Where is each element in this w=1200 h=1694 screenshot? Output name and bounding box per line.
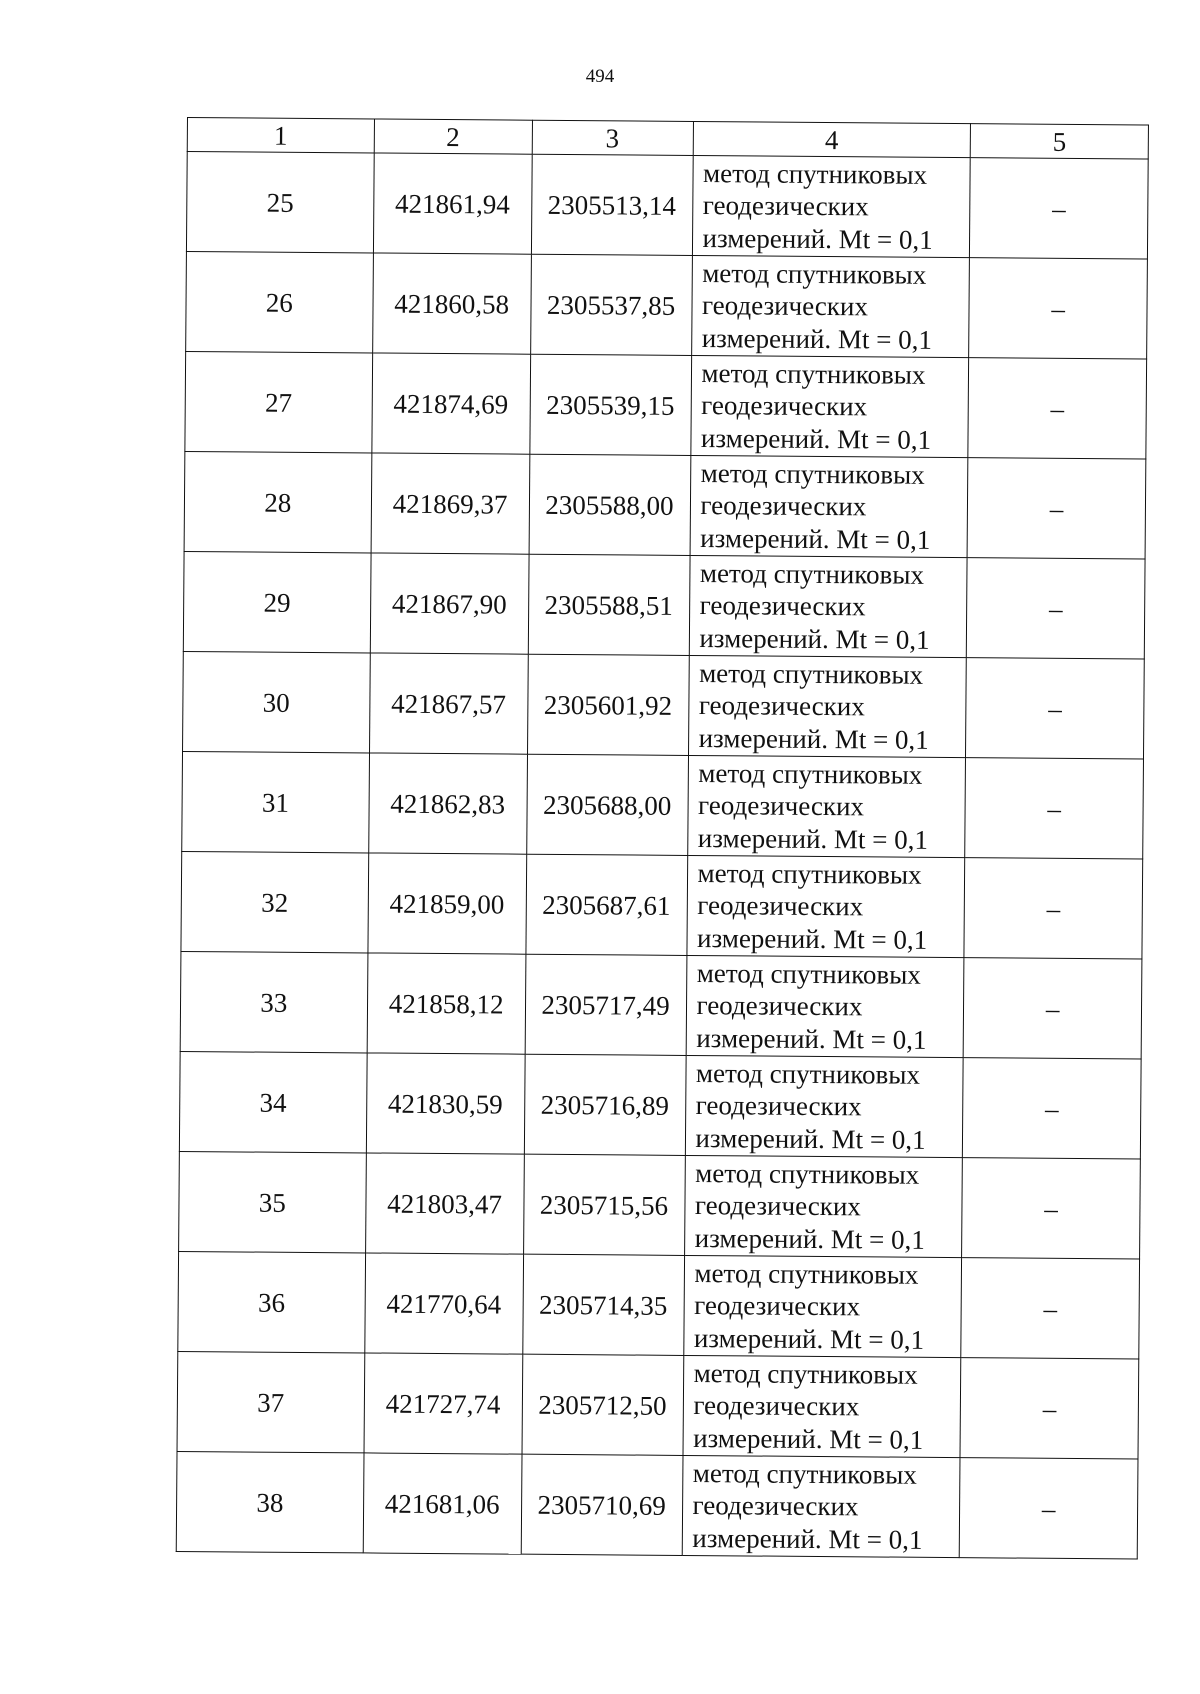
y-coordinate-cell: 2305688,00 bbox=[526, 754, 688, 855]
method-line: измерений. Mt = 0,1 bbox=[701, 322, 933, 355]
method-line: геодезических bbox=[694, 1290, 861, 1322]
page-number: 494 bbox=[585, 66, 615, 87]
y-coordinate-cell: 2305714,35 bbox=[522, 1254, 684, 1355]
y-coordinate-cell: 2305537,85 bbox=[530, 254, 692, 355]
table-row bbox=[176, 1451, 1138, 1559]
note-cell: – bbox=[963, 1058, 1141, 1159]
point-number-cell: 38 bbox=[176, 1451, 363, 1552]
x-coordinate-cell: 421867,90 bbox=[370, 553, 529, 654]
method-cell bbox=[686, 955, 965, 1057]
method-line: геодезических bbox=[692, 1490, 859, 1522]
method-line: геодезических bbox=[694, 1190, 861, 1222]
method-line: метод спутниковых bbox=[694, 1257, 919, 1290]
method-line: геодезических bbox=[701, 390, 868, 422]
point-number-cell: 34 bbox=[179, 1051, 366, 1152]
header-col-3: 3 bbox=[532, 120, 693, 155]
method-line: геодезических bbox=[698, 690, 865, 722]
method-line: измерений. Mt = 0,1 bbox=[694, 1222, 925, 1255]
method-cell bbox=[682, 1455, 961, 1557]
method-line: метод спутниковых bbox=[693, 1357, 918, 1390]
x-coordinate-cell: 421858,12 bbox=[367, 953, 526, 1054]
note-cell: – bbox=[963, 958, 1141, 1059]
method-cell bbox=[683, 1355, 962, 1457]
point-number-cell: 33 bbox=[180, 951, 367, 1052]
method-line: измерений. Mt = 0,1 bbox=[692, 1522, 923, 1555]
method-line: геодезических bbox=[697, 790, 865, 822]
method-cell bbox=[690, 455, 969, 557]
note-cell: – bbox=[966, 658, 1144, 759]
method-line: метод спутниковых bbox=[697, 857, 922, 890]
x-coordinate-cell: 421861,94 bbox=[373, 153, 532, 254]
method-line: измерений. Mt = 0,1 bbox=[697, 822, 929, 855]
table-row bbox=[183, 651, 1145, 759]
method-line: геодезических bbox=[696, 990, 863, 1022]
table-row bbox=[179, 1151, 1141, 1259]
point-number-cell: 25 bbox=[186, 152, 373, 253]
method-line: измерений. Mt = 0,1 bbox=[693, 1422, 924, 1455]
x-coordinate-cell: 421862,83 bbox=[368, 753, 527, 854]
x-coordinate-cell: 421803,47 bbox=[365, 1153, 524, 1254]
coordinates-table bbox=[176, 117, 1149, 1560]
point-number-cell: 32 bbox=[181, 851, 368, 952]
method-line: измерений. Mt = 0,1 bbox=[700, 422, 932, 455]
table-row bbox=[179, 1051, 1141, 1159]
x-coordinate-cell: 421727,74 bbox=[364, 1353, 523, 1454]
method-line: метод спутниковых bbox=[701, 357, 926, 390]
table-row bbox=[186, 251, 1148, 359]
point-number-cell: 30 bbox=[183, 651, 370, 752]
table-row bbox=[178, 1251, 1140, 1359]
y-coordinate-cell: 2305687,61 bbox=[526, 854, 688, 955]
x-coordinate-cell: 421867,57 bbox=[369, 653, 528, 754]
method-cell bbox=[691, 255, 970, 357]
method-cell bbox=[692, 155, 971, 257]
header-col-5: 5 bbox=[970, 124, 1148, 159]
method-cell bbox=[684, 1155, 963, 1257]
note-cell: – bbox=[964, 858, 1142, 959]
y-coordinate-cell: 2305513,14 bbox=[531, 154, 693, 255]
method-cell bbox=[689, 555, 968, 657]
point-number-cell: 31 bbox=[182, 751, 369, 852]
note-cell: – bbox=[970, 158, 1148, 259]
table-body bbox=[176, 152, 1148, 1560]
table-row bbox=[182, 751, 1144, 859]
method-line: метод спутниковых bbox=[696, 957, 921, 990]
y-coordinate-cell: 2305588,51 bbox=[528, 554, 690, 655]
table-row bbox=[186, 152, 1148, 260]
method-line: измерений. Mt = 0,1 bbox=[696, 1022, 927, 1055]
x-coordinate-cell: 421770,64 bbox=[364, 1253, 523, 1354]
point-number-cell: 37 bbox=[177, 1351, 364, 1452]
table-row bbox=[180, 951, 1142, 1059]
note-cell: – bbox=[959, 1458, 1137, 1559]
table-row bbox=[181, 851, 1143, 959]
method-line: метод спутниковых bbox=[699, 657, 924, 690]
method-line: геодезических bbox=[701, 290, 869, 322]
point-number-cell: 36 bbox=[178, 1251, 365, 1352]
method-cell bbox=[688, 655, 967, 757]
y-coordinate-cell: 2305716,89 bbox=[524, 1054, 686, 1155]
method-line: измерений. Mt = 0,1 bbox=[695, 1122, 926, 1155]
x-coordinate-cell: 421874,69 bbox=[372, 353, 531, 454]
method-line: метод спутниковых bbox=[692, 1457, 917, 1490]
header-col-4: 4 bbox=[693, 121, 971, 157]
method-line: метод спутниковых bbox=[699, 557, 925, 590]
x-coordinate-cell: 421860,58 bbox=[372, 253, 531, 354]
header-col-1: 1 bbox=[187, 118, 374, 153]
y-coordinate-cell: 2305539,15 bbox=[529, 354, 691, 455]
point-number-cell: 27 bbox=[185, 351, 372, 452]
table-row bbox=[184, 451, 1146, 559]
method-line: метод спутниковых bbox=[700, 457, 925, 490]
method-cell bbox=[686, 855, 965, 957]
method-line: измерений. Mt = 0,1 bbox=[698, 722, 929, 755]
table-row bbox=[177, 1351, 1139, 1459]
y-coordinate-cell: 2305712,50 bbox=[522, 1354, 684, 1455]
y-coordinate-cell: 2305717,49 bbox=[525, 954, 687, 1055]
note-cell: – bbox=[967, 458, 1145, 559]
point-number-cell: 35 bbox=[179, 1151, 366, 1252]
note-cell: – bbox=[960, 1358, 1138, 1459]
method-line: метод спутниковых bbox=[695, 1157, 920, 1190]
method-line: измерений. Mt = 0,1 bbox=[702, 222, 933, 255]
x-coordinate-cell: 421681,06 bbox=[363, 1453, 522, 1554]
method-cell bbox=[685, 1055, 964, 1157]
method-line: геодезических bbox=[702, 190, 869, 222]
method-line: геодезических bbox=[695, 1090, 862, 1122]
method-cell bbox=[690, 355, 969, 457]
method-line: метод спутниковых bbox=[695, 1057, 921, 1090]
method-line: измерений. Mt = 0,1 bbox=[699, 622, 930, 655]
point-number-cell: 26 bbox=[186, 251, 373, 352]
note-cell: – bbox=[965, 758, 1143, 859]
table-row bbox=[185, 351, 1147, 459]
note-cell: – bbox=[962, 1158, 1140, 1259]
method-cell bbox=[687, 755, 966, 857]
y-coordinate-cell: 2305715,56 bbox=[523, 1154, 685, 1255]
note-cell: – bbox=[967, 558, 1145, 659]
note-cell: – bbox=[969, 258, 1147, 359]
table-row bbox=[183, 551, 1145, 659]
method-line: измерений. Mt = 0,1 bbox=[693, 1322, 925, 1355]
point-number-cell: 29 bbox=[183, 551, 370, 652]
method-cell bbox=[683, 1255, 962, 1357]
y-coordinate-cell: 2305588,00 bbox=[529, 454, 691, 555]
header-col-2: 2 bbox=[374, 119, 532, 154]
method-line: геодезических bbox=[700, 490, 867, 522]
method-line: геодезических bbox=[693, 1390, 860, 1422]
method-line: измерений. Mt = 0,1 bbox=[696, 922, 928, 955]
note-cell: – bbox=[961, 1258, 1139, 1359]
point-number-cell: 28 bbox=[184, 451, 371, 552]
method-line: метод спутниковых bbox=[698, 757, 923, 790]
method-line: метод спутниковых bbox=[702, 157, 928, 190]
method-line: измерений. Mt = 0,1 bbox=[700, 522, 931, 555]
note-cell: – bbox=[968, 358, 1146, 459]
method-line: метод спутниковых bbox=[702, 257, 927, 290]
method-line: геодезических bbox=[699, 590, 866, 622]
y-coordinate-cell: 2305601,92 bbox=[527, 654, 689, 755]
y-coordinate-cell: 2305710,69 bbox=[521, 1454, 683, 1555]
x-coordinate-cell: 421859,00 bbox=[368, 853, 527, 954]
x-coordinate-cell: 421830,59 bbox=[366, 1053, 525, 1154]
x-coordinate-cell: 421869,37 bbox=[371, 453, 530, 554]
method-line: геодезических bbox=[697, 890, 864, 922]
